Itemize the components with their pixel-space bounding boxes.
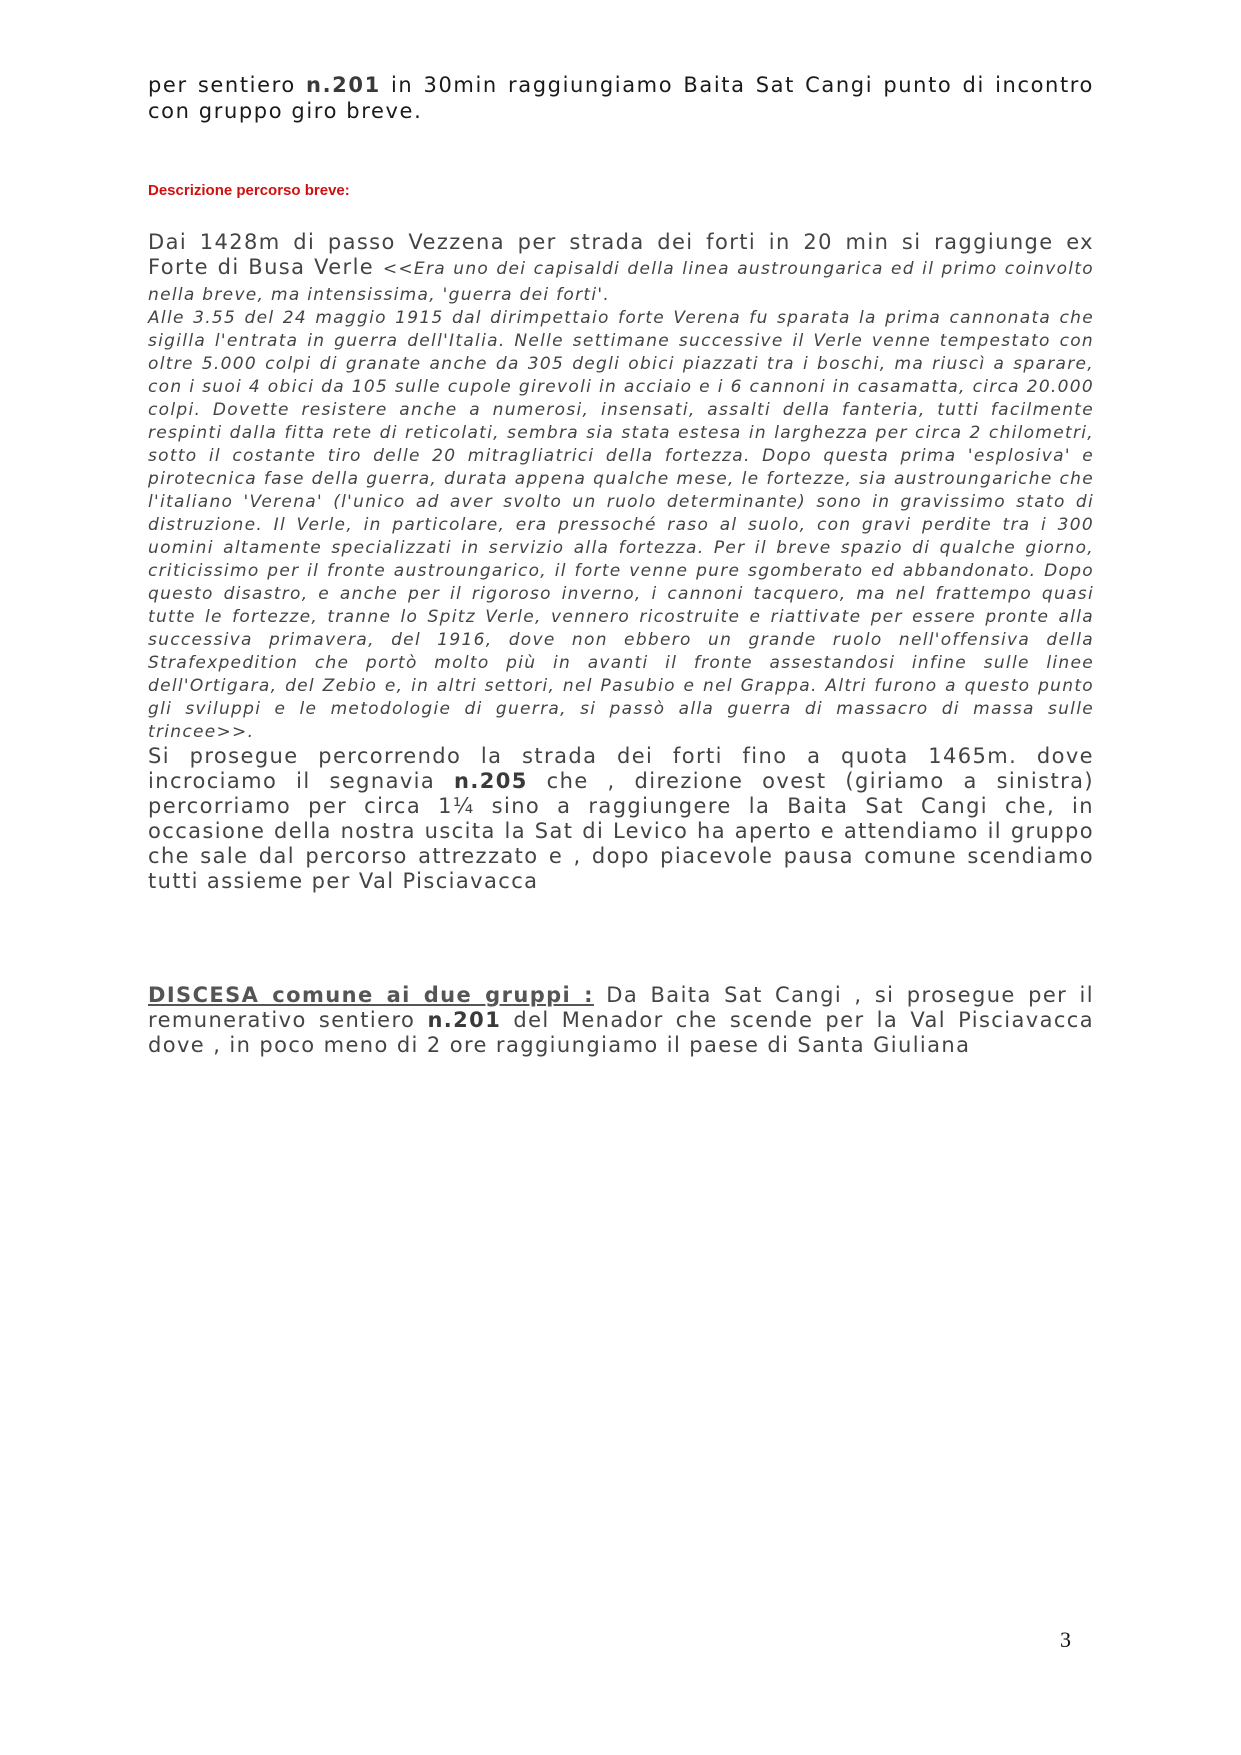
route-continuation: [148, 744, 1094, 894]
short-route-paragraph: [148, 230, 1094, 307]
descent-section: [148, 983, 1094, 1058]
section-title-short-route: Descrizione percorso breve:: [148, 182, 350, 199]
short-route-section: [148, 230, 1094, 894]
trail-number: n.201: [427, 1008, 502, 1032]
trail-number: n.205: [454, 769, 528, 793]
intro-text-before: per sentiero: [148, 73, 307, 97]
route-continuation-after: che , direzione ovest (giriamo a sinistra) percorriamo per circa 1¼ sino a raggiungere la Baita Sat Cangi che, in occasione della nostra uscita la Sat di Levico ha aperto e attendiamo il gruppo che sale dal percorso attrezzato e , dopo piacevole pausa comune scendiamo tutti assieme per Val Pisciavacca: [148, 769, 1094, 893]
trail-number: n.201: [306, 73, 381, 97]
descent-paragraph: [148, 983, 1094, 1058]
descent-title: DISCESA comune ai due gruppi :: [148, 983, 594, 1007]
page-number: 3: [1060, 1627, 1071, 1652]
intro-paragraph: [148, 72, 1094, 124]
intro-text-after: in 30min raggiungiamo Baita Sat Cangi punto di incontro con gruppo giro breve.: [148, 73, 1094, 123]
descent-text-before: Da Baita Sat Cangi , si prosegue per il remunerativo sentiero: [148, 983, 1094, 1032]
short-route-lead: Dai 1428m di passo Vezzena per strada dei forti in 20 min si raggiunge ex Forte di Busa Verle: [148, 230, 1094, 279]
history-quote-open: <<Era uno dei capisaldi della linea austroungarica ed il primo coinvolto nella breve, ma intensissima, 'guerra dei forti'.: [148, 259, 1094, 305]
history-quote-body: Alle 3.55 del 24 maggio 1915 dal dirimpettaio forte Verena fu sparata la prima cannonata che sigilla l'entrata in guerra dell'Italia. Nelle settimane successive il Verle venne tempestato con oltre 5.000 colpi di granate anche da 305 degli obici piazzati tra i boschi, ma riuscì a sparare, con i suoi 4 obici da 105 sulle cupole girevoli in acciaio e i 6 cannoni in casamatta, circa 20.000 colpi. Dovette resistere anche a numerosi, insensati, assalti della fanteria, tutti facilmente respinti dalla fitta rete di reticolati, sembra sia stata estesa in larghezza per circa 2 chilometri, sotto il costante tiro delle 20 mitragliatrici della fortezza. Dopo questa prima 'esplosiva' e pirotecnica fase della guerra, durata appena qualche mese, le fortezze, sia austroungariche che l'italiano 'Verena' (l'unico ad aver svolto un ruolo determinante) sono in gravissimo stato di distruzione. Il Verle, in particolare, era pressoché raso al suolo, con gravi perdite tra i 300 uomini altamente specializzati in servizio alla fortezza. Per il breve spazio di qualche giorno, criticissimo per il fronte austroungarico, il forte venne pure sgomberato ed abbandonato. Dopo questo disastro, e anche per il rigoroso inverno, i cannoni tacquero, ma nel frattempo quasi tutte le fortezze, tranne lo Spitz Verle, vennero ricostruite e riattivate per essere pronte alla successiva primavera, del 1916, dove non ebbero un grande ruolo nell'offensiva della Strafexpedition che portò molto più in avanti il fronte assestandosi infine sulle linee dell'Ortigara, del Zebio e, in altri settori, nel Pasubio e nel Grappa. Altri furono a questo punto gli sviluppi e le metodologie di guerra, si passò alla guerra di massacro di massa sulle trincee>>.: [148, 308, 1094, 742]
route-continuation-before: Si prosegue percorrendo la strada dei forti fino a quota 1465m. dove incrociamo il segnavia: [148, 744, 1094, 793]
descent-text-after: del Menador che scende per la Val Pisciavacca dove , in poco meno di 2 ore raggiungiamo il paese di Santa Giuliana: [148, 1008, 1095, 1057]
document-page: [148, 72, 1095, 1057]
